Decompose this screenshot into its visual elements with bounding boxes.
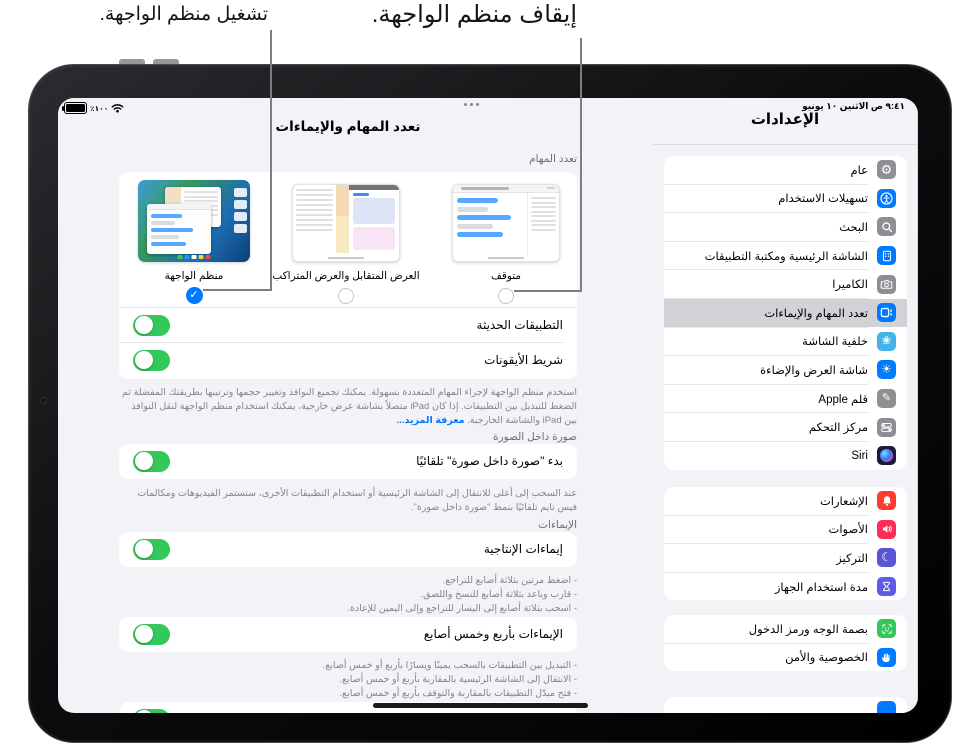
detail-pane [58,98,653,713]
toggle-switch-on[interactable] [133,350,170,371]
sidebar-item-label: الكاميرا [832,279,868,292]
pip-footer: عند السحب إلى أعلى للانتقال إلى الشاشة الرئيسية أو استخدام التطبيقات الأخرى، ستستمر الفيديوهات ومكالمات فيس تايم تلقائيًا بنمط "صورة داخل صورة". [137,488,577,513]
sidebar-item-label: الأصوات [828,524,868,537]
gesture-bullet: - اسحب بثلاثة أصابع إلى اليسار للتراجع وإلى اليمين للإعادة. [347,603,577,614]
moon-icon: ☾ [877,548,896,567]
speaker-icon [877,520,896,539]
callout-turn-off-stage-manager: إيقاف منظم الواجهة. [371,1,577,28]
sidebar-item-display-brightness[interactable] [664,356,907,384]
bell-icon [877,491,896,510]
status-bar-left [64,102,124,114]
sidebar-item-hand[interactable] [664,644,907,672]
sidebar-item-label: الشاشة الرئيسية ومكتبة التطبيقات [704,250,868,263]
toggle-switch-on[interactable] [133,451,170,472]
page-title: تعدد المهام والإيماءات [275,119,421,134]
sidebar-item-label: خلفية الشاشة [802,336,868,349]
mode-label: متوقف [490,270,522,282]
sidebar-group [664,156,907,470]
sidebar-item-label: تعدد المهام والإيماءات [764,307,868,320]
settings-row [119,532,577,566]
hand-icon [877,648,896,667]
search-icon [877,217,896,236]
gesture-bullet: - فتح مبدّل التطبيقات بالمقاربة والتوقف بأربع أو خمس أصابع. [339,688,577,699]
front-camera [41,398,46,403]
radio-button[interactable] [338,288,354,304]
wallpaper-icon: ❀ [877,332,896,351]
ipad-device-frame [28,64,952,743]
section-header-pip: صورة داخل الصورة [493,431,577,443]
sidebar-item-bell[interactable] [664,487,907,515]
sidebar-item-hourglass[interactable] [664,573,907,601]
sidebar-item-multitasking[interactable] [664,299,907,327]
home-indicator[interactable] [373,703,588,708]
hourglass-icon [877,577,896,596]
mode-picker [119,172,577,307]
battery-percent: ٪١٠٠ [90,103,109,113]
callout-line-turn-off [514,290,582,292]
sidebar-group [664,615,907,671]
sidebar-item-speaker[interactable] [664,516,907,544]
sidebar-item-moon[interactable] [664,544,907,572]
control-center-icon [877,418,896,437]
section-header-multitasking: تعدد المهام [529,153,577,165]
mode-option[interactable] [436,172,576,304]
sidebar-item-apple-pencil[interactable] [664,385,907,413]
pip-card [119,444,577,479]
accessibility-icon [877,189,896,208]
sidebar-item-label: شاشة العرض والإضاءة [760,364,868,377]
sidebar-item-label: التركيز [836,552,868,565]
sidebar-item-label: Siri [851,449,868,462]
toggle-switch-on[interactable] [133,539,170,560]
row-label: الإيماءات بأربع وخمس أصابع [423,627,563,641]
battery-icon [64,102,87,114]
mode-label: العرض المتقابل والعرض المتراكب [272,270,420,282]
sidebar-item-wallpaper[interactable] [664,328,907,356]
callout-line-turn-on [270,30,272,291]
learn-more-link[interactable]: معرفة المزيد... [396,415,465,426]
sidebar-item-home-screen[interactable] [664,242,907,270]
toggle-switch-on[interactable] [133,709,170,714]
gesture-bullet: - قارب وباعد بثلاثة أصابع للنسخ واللصق. [420,589,577,600]
sidebar-item-label: الإشعارات [819,495,868,508]
settings-row [119,444,577,478]
footer-text: استخدم منظم الواجهة لإجراء المهام المتعددة بسهولة. يمكنك تجميع النوافذ وتغيير حجمها وترتيبها بطريقتك المفضلة ثم الضغط للتبديل بين التطبيقات. إذا كان iPad متصلاً بشاشة عرض خارجية، يمكنك استخدام منظم الواجهة لنقل النوافذ بين iPad والشاشة الخارجية. [122,387,577,426]
sidebar-item-partial[interactable] [664,697,907,713]
wifi-icon [111,103,124,113]
gesture-bullet: - الانتقال إلى الشاشة الرئيسية بالمقاربة بأربع أو خمس أصابع. [339,674,577,685]
row-label: التطبيقات الحديثة [476,318,563,332]
sidebar-title: الإعدادات [750,111,820,128]
gesture-bullet: - التبديل بين التطبيقات بالسحب يمينًا ويسارًا بأربع أو خمس أصابع. [322,660,577,671]
sidebar-item-label: مركز التحكم [808,422,868,435]
sidebar-item-label: عام [850,164,868,177]
mode-label: منظم الواجهة [164,270,224,282]
mode-option[interactable] [272,172,420,304]
off-mode-thumbnail [452,184,560,262]
gear-icon: ⚙ [877,160,896,179]
multitasking-footer [119,386,577,428]
sidebar-item-search[interactable] [664,213,907,241]
callout-line-turn-off [580,38,582,292]
row-label: إيماءات الإنتاجية [483,542,563,556]
productivity-gestures-bullets [119,574,577,616]
status-clock-date: ٩:٤١ ص الاثنين ١٠ يونيو [802,101,905,111]
camera-icon [877,275,896,294]
callout-turn-on-stage-manager: تشغيل منظم الواجهة. [99,4,268,25]
sidebar-item-label: قلم Apple [818,393,868,406]
siri-icon [877,446,896,465]
sidebar-item-face-id[interactable] [664,615,907,643]
sidebar-item-label: بصمة الوجه ورمز الدخول [748,623,868,636]
row-label: شريط الأيقونات [484,353,563,367]
home-screen-icon [877,246,896,265]
divider [653,144,917,145]
gesture-bullet: - اضغط مرتين بثلاثة أصابع للتراجع. [442,575,577,586]
sidebar-item-siri[interactable] [664,442,907,470]
row-label: بدء "صورة داخل صورة" تلقائيًا [416,454,563,468]
sidebar-item-label: الخصوصية والأمن [785,652,868,665]
ipad-screen [58,98,918,713]
productivity-gestures-card [119,532,577,567]
four-five-finger-card [119,617,577,652]
section-header-gestures: الإيماءات [538,519,577,531]
split-view-thumbnail [292,184,400,262]
sidebar-item-control-center[interactable] [664,413,907,441]
sidebar-group [664,697,907,713]
multitasking-icon [877,303,896,322]
sidebar-item-label: تسهيلات الاستخدام [778,193,868,206]
selected-check-icon[interactable]: ✓ [186,287,203,304]
settings-row [119,617,577,651]
settings-sidebar [653,98,918,713]
radio-button[interactable] [498,288,514,304]
toggle-switch-on[interactable] [133,315,170,336]
sidebar-item-gear[interactable] [664,156,907,184]
app-partial-icon [877,701,896,713]
apple-pencil-icon: ✎ [877,389,896,408]
sidebar-item-camera[interactable] [664,270,907,298]
stage-manager-thumbnail [138,180,250,262]
multitasking-dots-icon[interactable] [464,103,479,106]
sidebar-item-accessibility[interactable] [664,185,907,213]
toggle-switch-on[interactable] [133,624,170,645]
multitasking-card [119,172,577,379]
sidebar-item-label: البحث [839,221,868,234]
settings-row [119,343,577,377]
callout-line-turn-on [203,289,272,291]
mode-option[interactable] [124,172,264,304]
sidebar-item-label: مدة استخدام الجهاز [774,581,868,594]
display-brightness-icon: ☀ [877,360,896,379]
settings-row [119,308,577,342]
face-id-icon [877,619,896,638]
four-five-finger-bullets [119,659,577,701]
sidebar-group [664,487,907,600]
